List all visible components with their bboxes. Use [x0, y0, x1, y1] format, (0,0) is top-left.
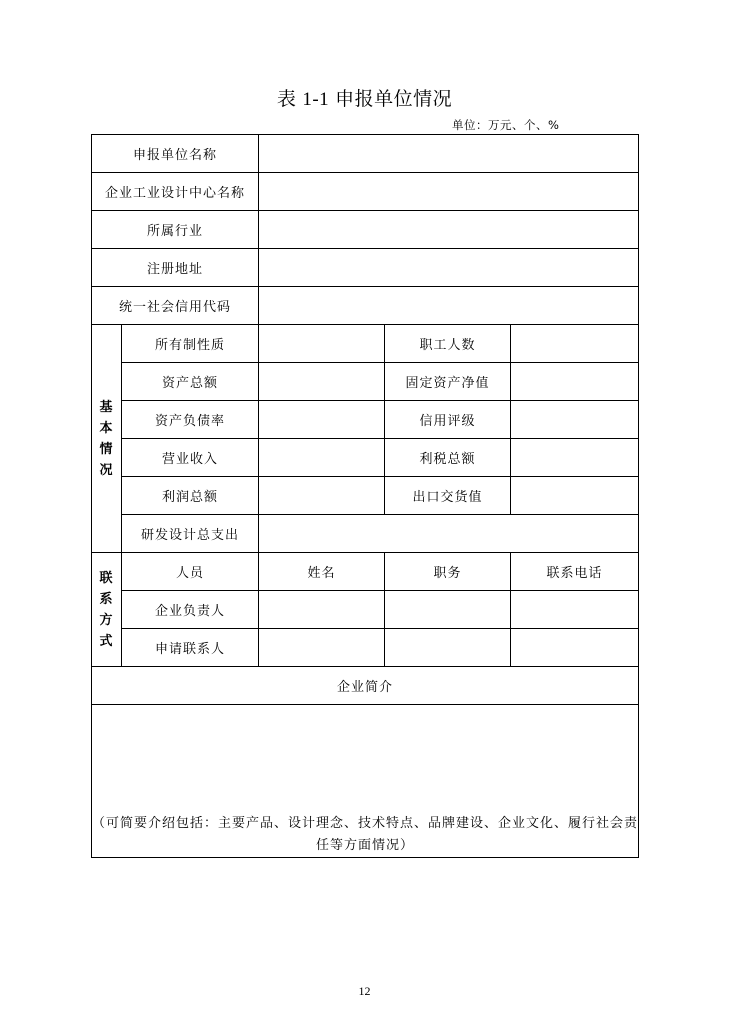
page-number: 12	[358, 984, 371, 998]
table-title-prefix: 表	[276, 88, 297, 110]
contact-section-label	[92, 553, 122, 667]
credit-code-value[interactable]	[259, 287, 639, 325]
credit-code-label: 统一社会信用代码	[92, 287, 259, 325]
phone-column-header: 联系电话	[511, 553, 639, 591]
table-row	[92, 705, 639, 858]
total-profit-value[interactable]	[259, 477, 385, 515]
table-row	[92, 401, 639, 439]
liaison-name-value[interactable]	[259, 629, 385, 667]
applicant-name-label: 申报单位名称	[92, 135, 259, 173]
table-row	[92, 667, 639, 705]
intro-hint-text: （可简要介绍包括：主要产品、设计理念、技术特点、品牌建设、企业文化、履行社会责任等方面情况）	[92, 816, 639, 853]
ownership-value[interactable]	[259, 325, 385, 363]
leader-phone-value[interactable]	[511, 591, 639, 629]
table-row	[92, 515, 639, 553]
leader-label: 企业负责人	[122, 591, 259, 629]
unit-note: 单位：万元、个、%	[452, 118, 560, 132]
total-assets-value[interactable]	[259, 363, 385, 401]
vertical-label-text: 联 系 方 式	[99, 570, 114, 649]
table-row	[92, 173, 639, 211]
debt-ratio-label: 资产负债率	[122, 401, 259, 439]
rd-expense-label: 研发设计总支出	[122, 515, 259, 553]
table-title-text: 申报单位情况	[335, 88, 453, 110]
credit-rating-label: 信用评级	[385, 401, 511, 439]
table-row	[92, 135, 639, 173]
basic-info-section-label	[92, 325, 122, 553]
table-title-number: 1-1	[302, 89, 330, 110]
table-row	[92, 553, 639, 591]
table-row	[92, 591, 639, 629]
table-row	[92, 477, 639, 515]
intro-content-cell[interactable]	[92, 705, 639, 858]
leader-position-value[interactable]	[385, 591, 511, 629]
total-tax-value[interactable]	[511, 439, 639, 477]
name-column-header: 姓名	[259, 553, 385, 591]
liaison-label: 申请联系人	[122, 629, 259, 667]
application-form-table	[91, 134, 639, 858]
net-fixed-assets-label: 固定资产净值	[385, 363, 511, 401]
center-name-label: 企业工业设计中心名称	[92, 173, 259, 211]
table-row	[92, 287, 639, 325]
revenue-value[interactable]	[259, 439, 385, 477]
table-row	[92, 363, 639, 401]
industry-label: 所属行业	[92, 211, 259, 249]
leader-name-value[interactable]	[259, 591, 385, 629]
address-value[interactable]	[259, 249, 639, 287]
employees-value[interactable]	[511, 325, 639, 363]
intro-heading: 企业简介	[92, 667, 639, 705]
person-column-header: 人员	[122, 553, 259, 591]
employees-label: 职工人数	[385, 325, 511, 363]
debt-ratio-value[interactable]	[259, 401, 385, 439]
total-tax-label: 利税总额	[385, 439, 511, 477]
table-row	[92, 629, 639, 667]
net-fixed-assets-value[interactable]	[511, 363, 639, 401]
total-profit-label: 利润总额	[122, 477, 259, 515]
export-value-value[interactable]	[511, 477, 639, 515]
table-row	[92, 439, 639, 477]
center-name-value[interactable]	[259, 173, 639, 211]
export-value-label: 出口交货值	[385, 477, 511, 515]
table-row	[92, 211, 639, 249]
rd-expense-value[interactable]	[259, 515, 639, 553]
total-assets-label: 资产总额	[122, 363, 259, 401]
vertical-label-text: 基 本 情 况	[99, 399, 114, 478]
table-row	[92, 325, 639, 363]
table-row	[92, 249, 639, 287]
liaison-phone-value[interactable]	[511, 629, 639, 667]
revenue-label: 营业收入	[122, 439, 259, 477]
address-label: 注册地址	[92, 249, 259, 287]
applicant-name-value[interactable]	[259, 135, 639, 173]
position-column-header: 职务	[385, 553, 511, 591]
ownership-label: 所有制性质	[122, 325, 259, 363]
liaison-position-value[interactable]	[385, 629, 511, 667]
table-title	[0, 84, 729, 111]
industry-value[interactable]	[259, 211, 639, 249]
credit-rating-value[interactable]	[511, 401, 639, 439]
